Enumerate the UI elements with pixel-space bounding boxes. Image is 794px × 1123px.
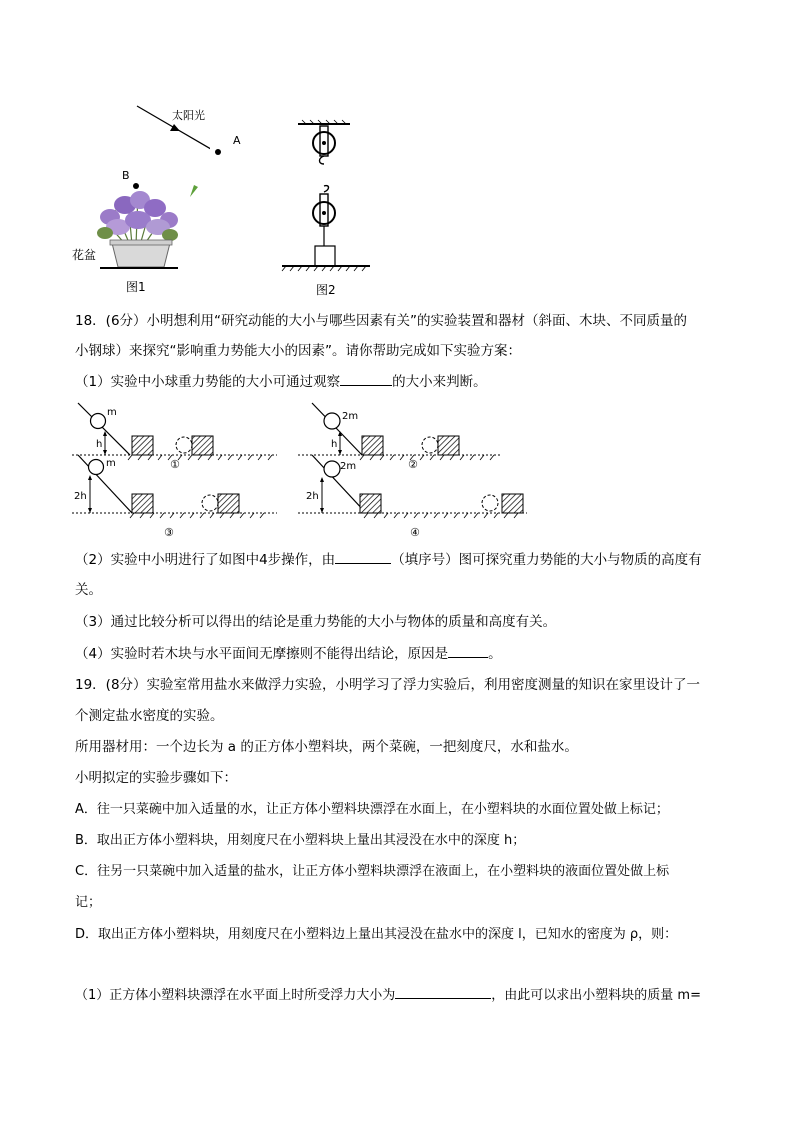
panel-1-height-label: h [96,439,103,450]
panel-1-label: ① [170,458,180,471]
q19-part1 [75,986,701,1006]
q19-intro-line1: 19．(8分）实验室常用盐水来做浮力实验，小明学习了浮力实验后，利用密度测量的知识在家里设计了一 [75,677,701,693]
panel-2-label: ② [408,458,418,471]
sunlight-arrow-icon [170,124,180,131]
panel-4-label: ④ [410,526,420,539]
q18-intro-line1: 18．(6分）小明想利用“研究动能的大小与哪些因素有关”的实验装置和器材（斜面、木块、不同质量的 [75,313,688,329]
q19-intro-line2: 个测定盐水密度的实验。 [75,708,224,724]
weight-block [315,246,335,266]
q18-part2-blank[interactable] [335,563,391,564]
q18-part1-blank[interactable] [340,385,392,386]
q18-part4 [75,644,502,664]
panel-1-mass-label: m [107,407,117,418]
q18-intro-line2: 小钢球）来探究“影响重力势能大小的因素”。请你帮助完成如下实验方案： [75,343,521,359]
q19-materials: 所用器材用：一个边长为 a 的正方体小塑料块，两个菜碗，一把刻度尺，水和盐水。 [75,739,578,755]
experiment-panel-2 [298,403,502,471]
q19-part1-text: （1）正方体小塑料块漂浮在水平面上时所受浮力大小为 [75,988,396,1003]
flowerpot-label: 花盆 [72,248,97,262]
panel-4-mass-label: 2m [340,461,357,472]
figure-2-caption: 图2 [316,283,336,297]
figure-1-caption: 图1 [126,280,146,294]
q18-part2-text-end: （填序号）图可探究重力势能的大小与物质的高度有 [391,552,702,568]
point-b-label: B [122,169,130,182]
q18-part3: （3）通过比较分析可以得出的结论是重力势能的大小与物体的质量和高度有关。 [75,614,557,630]
q19-step-c-line1: C．往另一只菜碗中加入适量的盐水，让正方体小塑料块漂浮在液面上，在小塑料块的液面位置处做上标 [75,864,670,879]
figure-2-pulleys [280,118,375,303]
q19-step-d: D．取出正方体小塑料块，用刻度尺在小塑料边上量出其浸没在盐水中的深度 l，已知水的密度为 ρ，则： [75,927,678,942]
q18-part4-text: （4）实验时若木块与水平面间无摩擦则不能得出结论，原因是 [75,646,449,662]
q18-part1 [75,372,487,392]
q18-part4-blank[interactable] [448,657,488,658]
q19-step-a: A．往一只菜碗中加入适量的水，让正方体小塑料块漂浮在水面上，在小塑料块的水面位置处做上标记； [75,802,669,817]
flowerpot-rim [110,240,172,245]
panel-4-height-label: 2h [306,491,319,502]
panel-3-mass-label: m [106,458,116,469]
experiment-diagram [72,400,542,542]
q18-part4-text-end: 。 [488,646,502,662]
q18-part2-text: （2）实验中小明进行了如图中4步操作，由 [75,552,336,568]
panel-2-mass-label: 2m [342,411,359,422]
fixed-pulley [313,126,335,164]
sunlight-label: 太阳光 [172,109,205,122]
q18-part2 [75,550,702,570]
leaf-icon [190,185,198,197]
q18-part1-text: （1）实验中小球重力势能的大小可通过观察 [75,374,341,390]
q19-steps-title: 小明拟定的实验步骤如下： [75,770,237,786]
flowerpot [112,243,170,267]
q19-step-c-line2: 记； [75,895,102,910]
point-a-dot [215,149,221,155]
q19-part1-text-end: ，由此可以求出小塑料块的质量 m= [491,988,701,1003]
panel-3-height-label: 2h [74,491,87,502]
experiment-panel-1 [72,403,277,471]
figure-1-point-a [210,128,250,158]
q19-part1-blank[interactable] [395,998,491,999]
movable-pulley [313,186,335,246]
q18-part2-line2: 关。 [75,582,102,598]
figure-1-plant [70,165,210,305]
point-a-label: A [233,134,241,147]
flower-heads [97,191,178,241]
q19-step-b: B．取出正方体小塑料块，用刻度尺在小塑料块上量出其浸没在水中的深度 h； [75,833,526,848]
q18-part1-text-end: 的大小来判断。 [392,374,487,390]
point-b-dot [133,183,139,189]
panel-2-height-label: h [331,439,338,450]
panel-3-label: ③ [164,526,174,539]
